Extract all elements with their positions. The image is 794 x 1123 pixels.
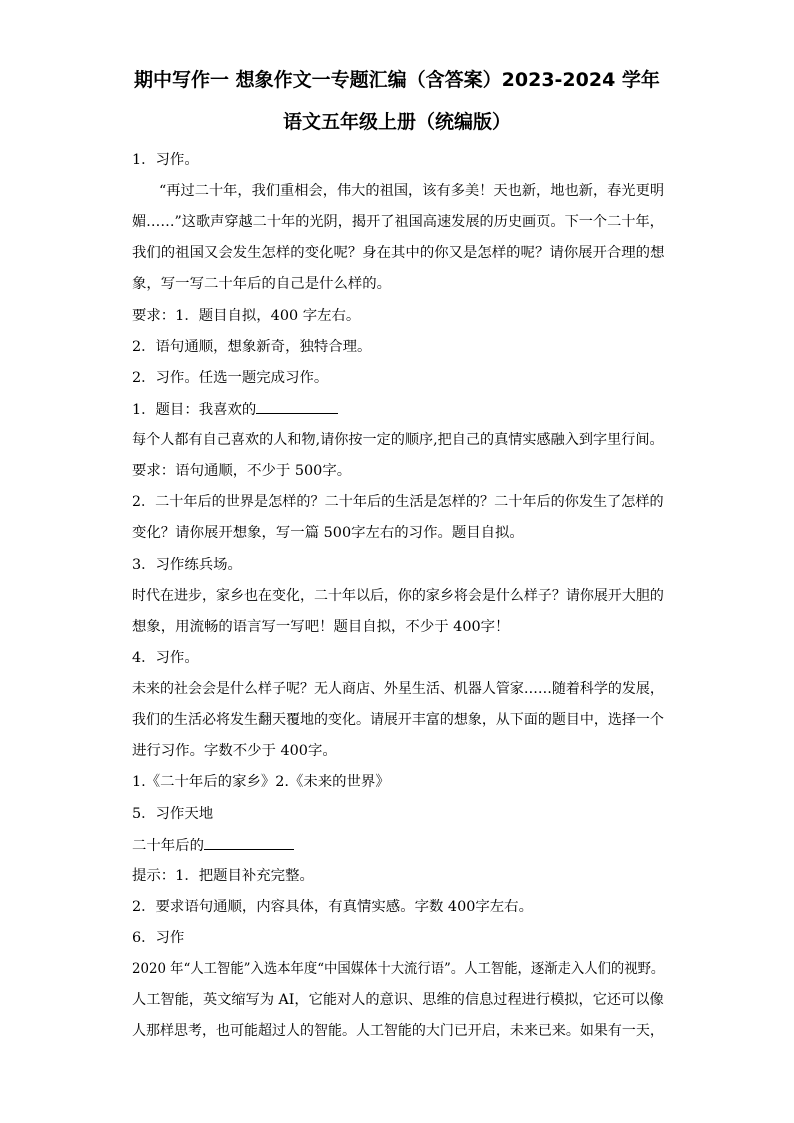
paragraph-line: 2．二十年后的世界是怎样的？二十年后的生活是怎样的？二十年后的你发生了怎样的	[132, 494, 664, 510]
paragraph-line: 象，写一写二十年后的自己是什么样的。	[132, 276, 392, 292]
paragraph-line: 媚……”这歌声穿越二十年的光阴，揭开了祖国高速发展的历史画页。下一个二十年，	[132, 214, 664, 230]
question-1-heading: 1．习作。	[132, 152, 199, 168]
topic-options: 1.《二十年后的家乡》2.《未来的世界》	[132, 774, 390, 790]
paragraph-line: 每个人都有自己喜欢的人和物,请你按一定的顺序,把自己的真情实感融入到字里行间。	[132, 432, 664, 448]
question-5-heading: 5．习作天地	[132, 806, 214, 822]
paragraph-line: 我们的生活必将发生翻天覆地的变化。请展开丰富的想象，从下面的题目中，选择一个	[132, 712, 664, 728]
topic-label: 二十年后的	[132, 838, 204, 854]
document-title-line-1: 期中写作一 想象作文一专题汇编（含答案）2023-2024 学年	[134, 69, 660, 91]
hint-line: 提示：1．把题目补充完整。	[132, 868, 314, 884]
fill-in-blank	[256, 399, 338, 414]
question-3-heading: 3．习作练兵场。	[132, 557, 242, 573]
paragraph-line: 人那样思考，也可能超过人的智能。人工智能的大门已开启，未来已来。如果有一天，	[132, 1023, 664, 1039]
requirement-line: 要求：1．题目自拟，400 字左右。	[132, 308, 361, 324]
paragraph-line: 未来的社会会是什么样子呢？无人商店、外星生活、机器人管家……随着科学的发展，	[132, 681, 664, 697]
paragraph-line: 人工智能，英文缩写为 AI，它能对人的意识、思维的信息过程进行模拟，它还可以像	[132, 992, 664, 1008]
topic-label: 1．题目：我喜欢的	[132, 402, 257, 418]
paragraph-line: 变化？请你展开想象，写一篇 500字左右的习作。题目自拟。	[132, 525, 524, 541]
topic-line	[132, 835, 294, 856]
question-2-heading: 2．习作。任选一题完成习作。	[132, 370, 329, 386]
document-title-line-2: 语文五年级上册（统编版）	[282, 111, 511, 133]
question-4-heading: 4．习作。	[132, 650, 199, 666]
paragraph-line: 2020 年“人工智能”入选本年度“中国媒体十大流行语”。人工智能，逐渐走入人们的视野。	[132, 961, 665, 977]
paragraph-line: 进行习作。字数不少于 400字。	[132, 743, 337, 759]
requirement-line: 2．语句通顺，想象新奇，独特合理。	[132, 339, 372, 355]
question-6-heading: 6．习作	[132, 930, 185, 946]
paragraph-line: 时代在进步，家乡也在变化，二十年以后，你的家乡将会是什么样子？请你展开大胆的	[132, 588, 664, 604]
requirement-line: 2．要求语句通顺，内容具体，有真情实感。字数 400字左右。	[132, 899, 533, 915]
topic-line	[132, 399, 338, 420]
paragraph-line: 想象，用流畅的语言写一写吧！题目自拟，不少于 400字！	[132, 619, 510, 635]
paragraph-line: “再过二十年，我们重相会，伟大的祖国，该有多美！天也新，地也新，春光更明	[159, 183, 665, 199]
paragraph-line: 我们的祖国又会发生怎样的变化呢？身在其中的你又是怎样的呢？请你展开合理的想	[132, 245, 665, 261]
requirement-line: 要求：语句通顺，不少于 500字。	[132, 463, 352, 479]
fill-in-blank	[204, 835, 294, 850]
